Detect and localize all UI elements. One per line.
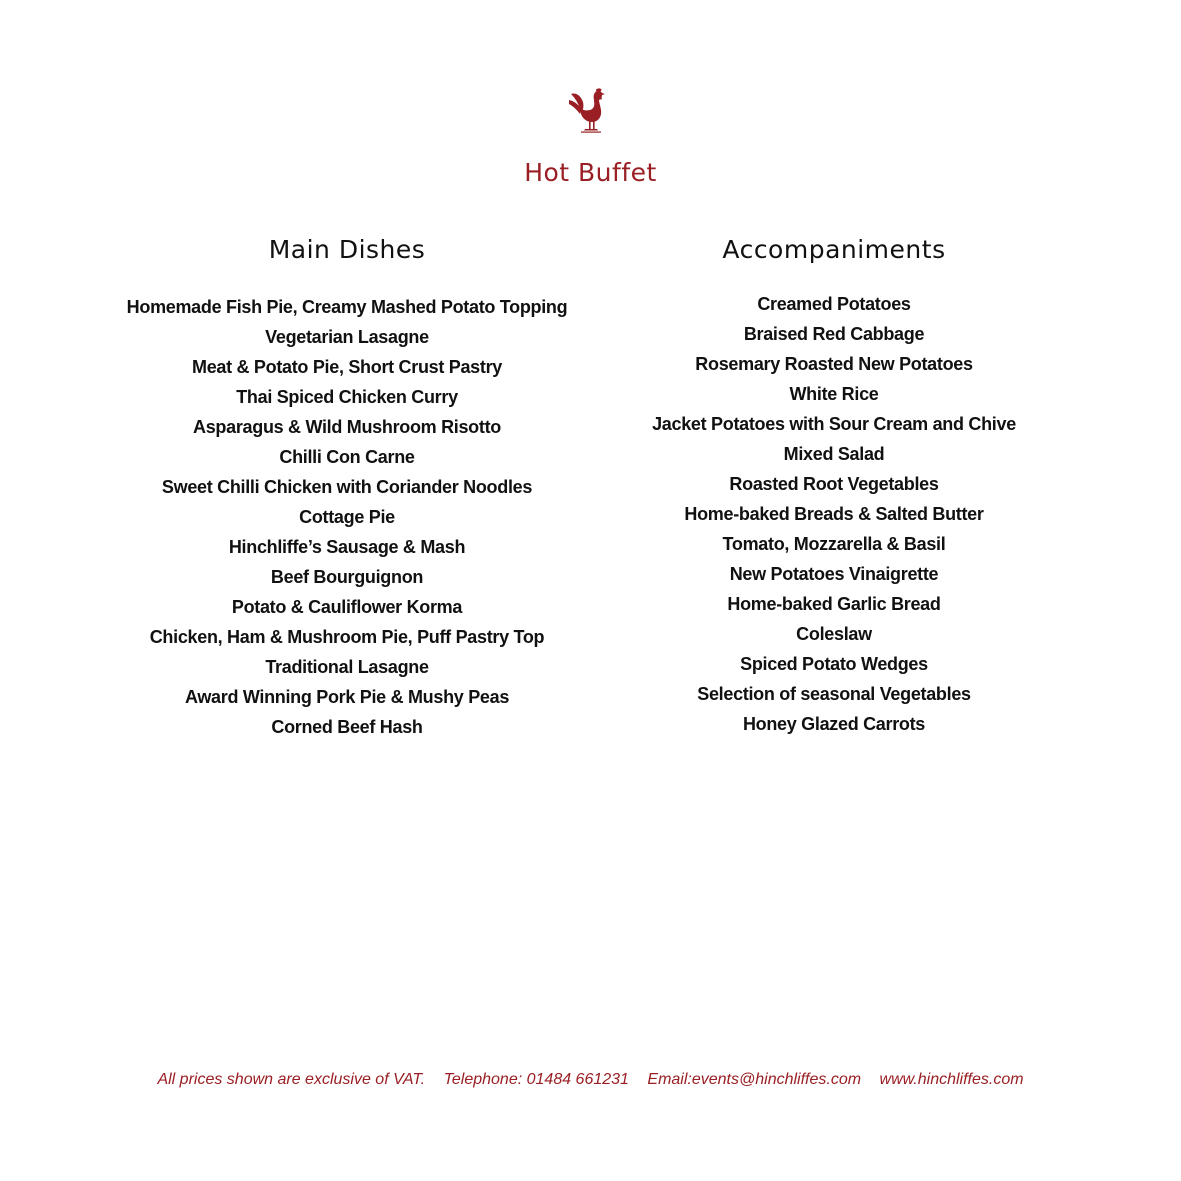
list-item: Chilli Con Carne xyxy=(279,447,415,467)
list-item: Coleslaw xyxy=(796,624,872,644)
list-item: Hinchliffe’s Sausage & Mash xyxy=(228,537,466,557)
website-link[interactable]: www.hinchliffes.com xyxy=(879,1071,1024,1088)
accompaniments-heading: Accompaniments xyxy=(722,235,946,264)
main-dishes-section xyxy=(110,232,584,742)
list-item: Sweet Chilli Chicken with Coriander Noodles xyxy=(161,477,533,497)
list-item: Chicken, Ham & Mushroom Pie, Puff Pastry Top xyxy=(149,627,545,647)
list-item: Asparagus & Wild Mushroom Risotto xyxy=(193,417,501,437)
rooster-icon xyxy=(568,88,610,134)
vat-note: All prices shown are exclusive of VAT. xyxy=(157,1071,426,1088)
list-item: Tomato, Mozzarella & Basil xyxy=(722,534,946,554)
email-address[interactable]: Email:events@hinchliffes.com xyxy=(647,1071,862,1088)
list-item: Cottage Pie xyxy=(299,507,395,527)
list-item: Rosemary Roasted New Potatoes xyxy=(695,354,973,374)
accompaniments-list xyxy=(600,289,1068,739)
list-item: Vegetarian Lasagne xyxy=(265,327,429,347)
list-item: Beef Bourguignon xyxy=(270,567,424,587)
list-item: New Potatoes Vinaigrette xyxy=(729,564,939,584)
footer xyxy=(0,1071,1181,1089)
list-item: Traditional Lasagne xyxy=(265,657,429,677)
list-item: Home-baked Garlic Bread xyxy=(727,594,941,614)
list-item: Braised Red Cabbage xyxy=(743,324,925,344)
list-item: Mixed Salad xyxy=(783,444,885,464)
list-item: Roasted Root Vegetables xyxy=(729,474,939,494)
list-item: Potato & Cauliflower Korma xyxy=(231,597,463,617)
accompaniments-section xyxy=(600,232,1068,739)
page-title: Hot Buffet xyxy=(524,158,657,187)
list-item: Corned Beef Hash xyxy=(271,717,423,737)
list-item: Meat & Potato Pie, Short Crust Pastry xyxy=(192,357,502,377)
list-item: White Rice xyxy=(789,384,879,404)
list-item: Honey Glazed Carrots xyxy=(742,714,926,734)
list-item: Home-baked Breads & Salted Butter xyxy=(684,504,984,524)
list-item: Jacket Potatoes with Sour Cream and Chive xyxy=(652,414,1016,434)
telephone: Telephone: 01484 661231 xyxy=(443,1071,629,1088)
list-item: Thai Spiced Chicken Curry xyxy=(236,387,458,407)
list-item: Creamed Potatoes xyxy=(757,294,911,314)
main-dishes-heading: Main Dishes xyxy=(268,235,426,264)
list-item: Award Winning Pork Pie & Mushy Peas xyxy=(184,687,510,707)
list-item: Spiced Potato Wedges xyxy=(740,654,928,674)
list-item: Selection of seasonal Vegetables xyxy=(697,684,971,704)
list-item: Homemade Fish Pie, Creamy Mashed Potato Topping xyxy=(126,297,568,317)
main-dishes-list xyxy=(110,292,584,742)
